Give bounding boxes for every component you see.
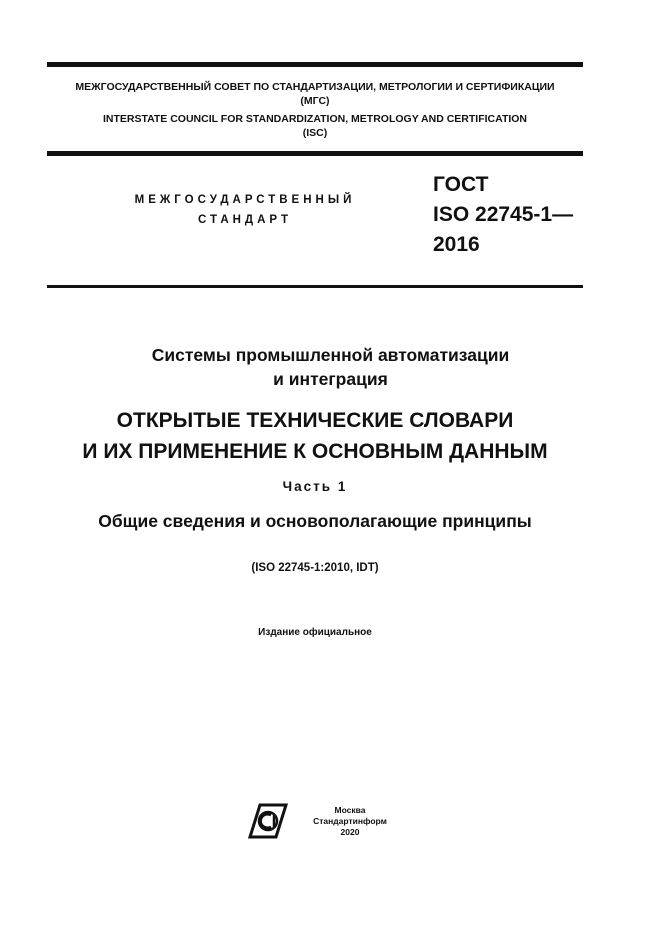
designation-line1: ГОСТ	[433, 173, 489, 196]
standard-designation	[433, 170, 573, 260]
council-name-en	[47, 112, 583, 140]
part-title: Общие сведения и основополагающие принципы	[98, 511, 532, 531]
standard-type-line1: МЕЖГОСУДАРСТВЕННЫЙ	[134, 194, 356, 206]
publisher-city: Москва	[334, 805, 366, 815]
publisher-name: Стандартинформ	[313, 816, 387, 826]
main-title-line2: И ИХ ПРИМЕНЕНИЕ К ОСНОВНЫМ ДАННЫМ	[82, 440, 548, 463]
iso-reference: (ISO 22745-1:2010, IDT)	[251, 562, 379, 574]
series-title-line2: и интеграция	[273, 369, 388, 389]
council-abbr-ru: (МГС)	[300, 95, 330, 107]
publisher-imprint	[306, 805, 394, 838]
council-abbr-en: (ISC)	[302, 127, 328, 139]
main-title-line1: ОТКРЫТЫЕ ТЕХНИЧЕСКИЕ СЛОВАРИ	[116, 409, 514, 432]
designation-line3: 2016	[433, 233, 480, 256]
publisher-year: 2020	[340, 827, 360, 837]
standard-type-line2: СТАНДАРТ	[198, 214, 292, 226]
series-title	[0, 343, 661, 391]
part-label: Часть 1	[282, 479, 348, 494]
middle-rule	[47, 151, 583, 156]
bottom-rule	[47, 285, 583, 288]
top-rule	[47, 62, 583, 67]
main-title	[0, 405, 630, 467]
council-name-en-line1: INTERSTATE COUNCIL FOR STANDARDIZATION, METROLOGY AND CERTIFICATION	[102, 113, 528, 125]
standard-type-label	[100, 190, 390, 230]
council-name-ru	[47, 80, 583, 108]
council-name-ru-line1: МЕЖГОСУДАРСТВЕННЫЙ СОВЕТ ПО СТАНДАРТИЗАЦИИ, МЕТРОЛОГИИ И СЕРТИФИКАЦИИ	[75, 81, 555, 93]
standartinform-logo-icon	[248, 803, 288, 839]
edition-label: Издание официальное	[258, 627, 372, 638]
series-title-line1: Системы промышленной автоматизации	[151, 345, 510, 365]
designation-line2: ISO 22745-1—	[433, 203, 574, 226]
